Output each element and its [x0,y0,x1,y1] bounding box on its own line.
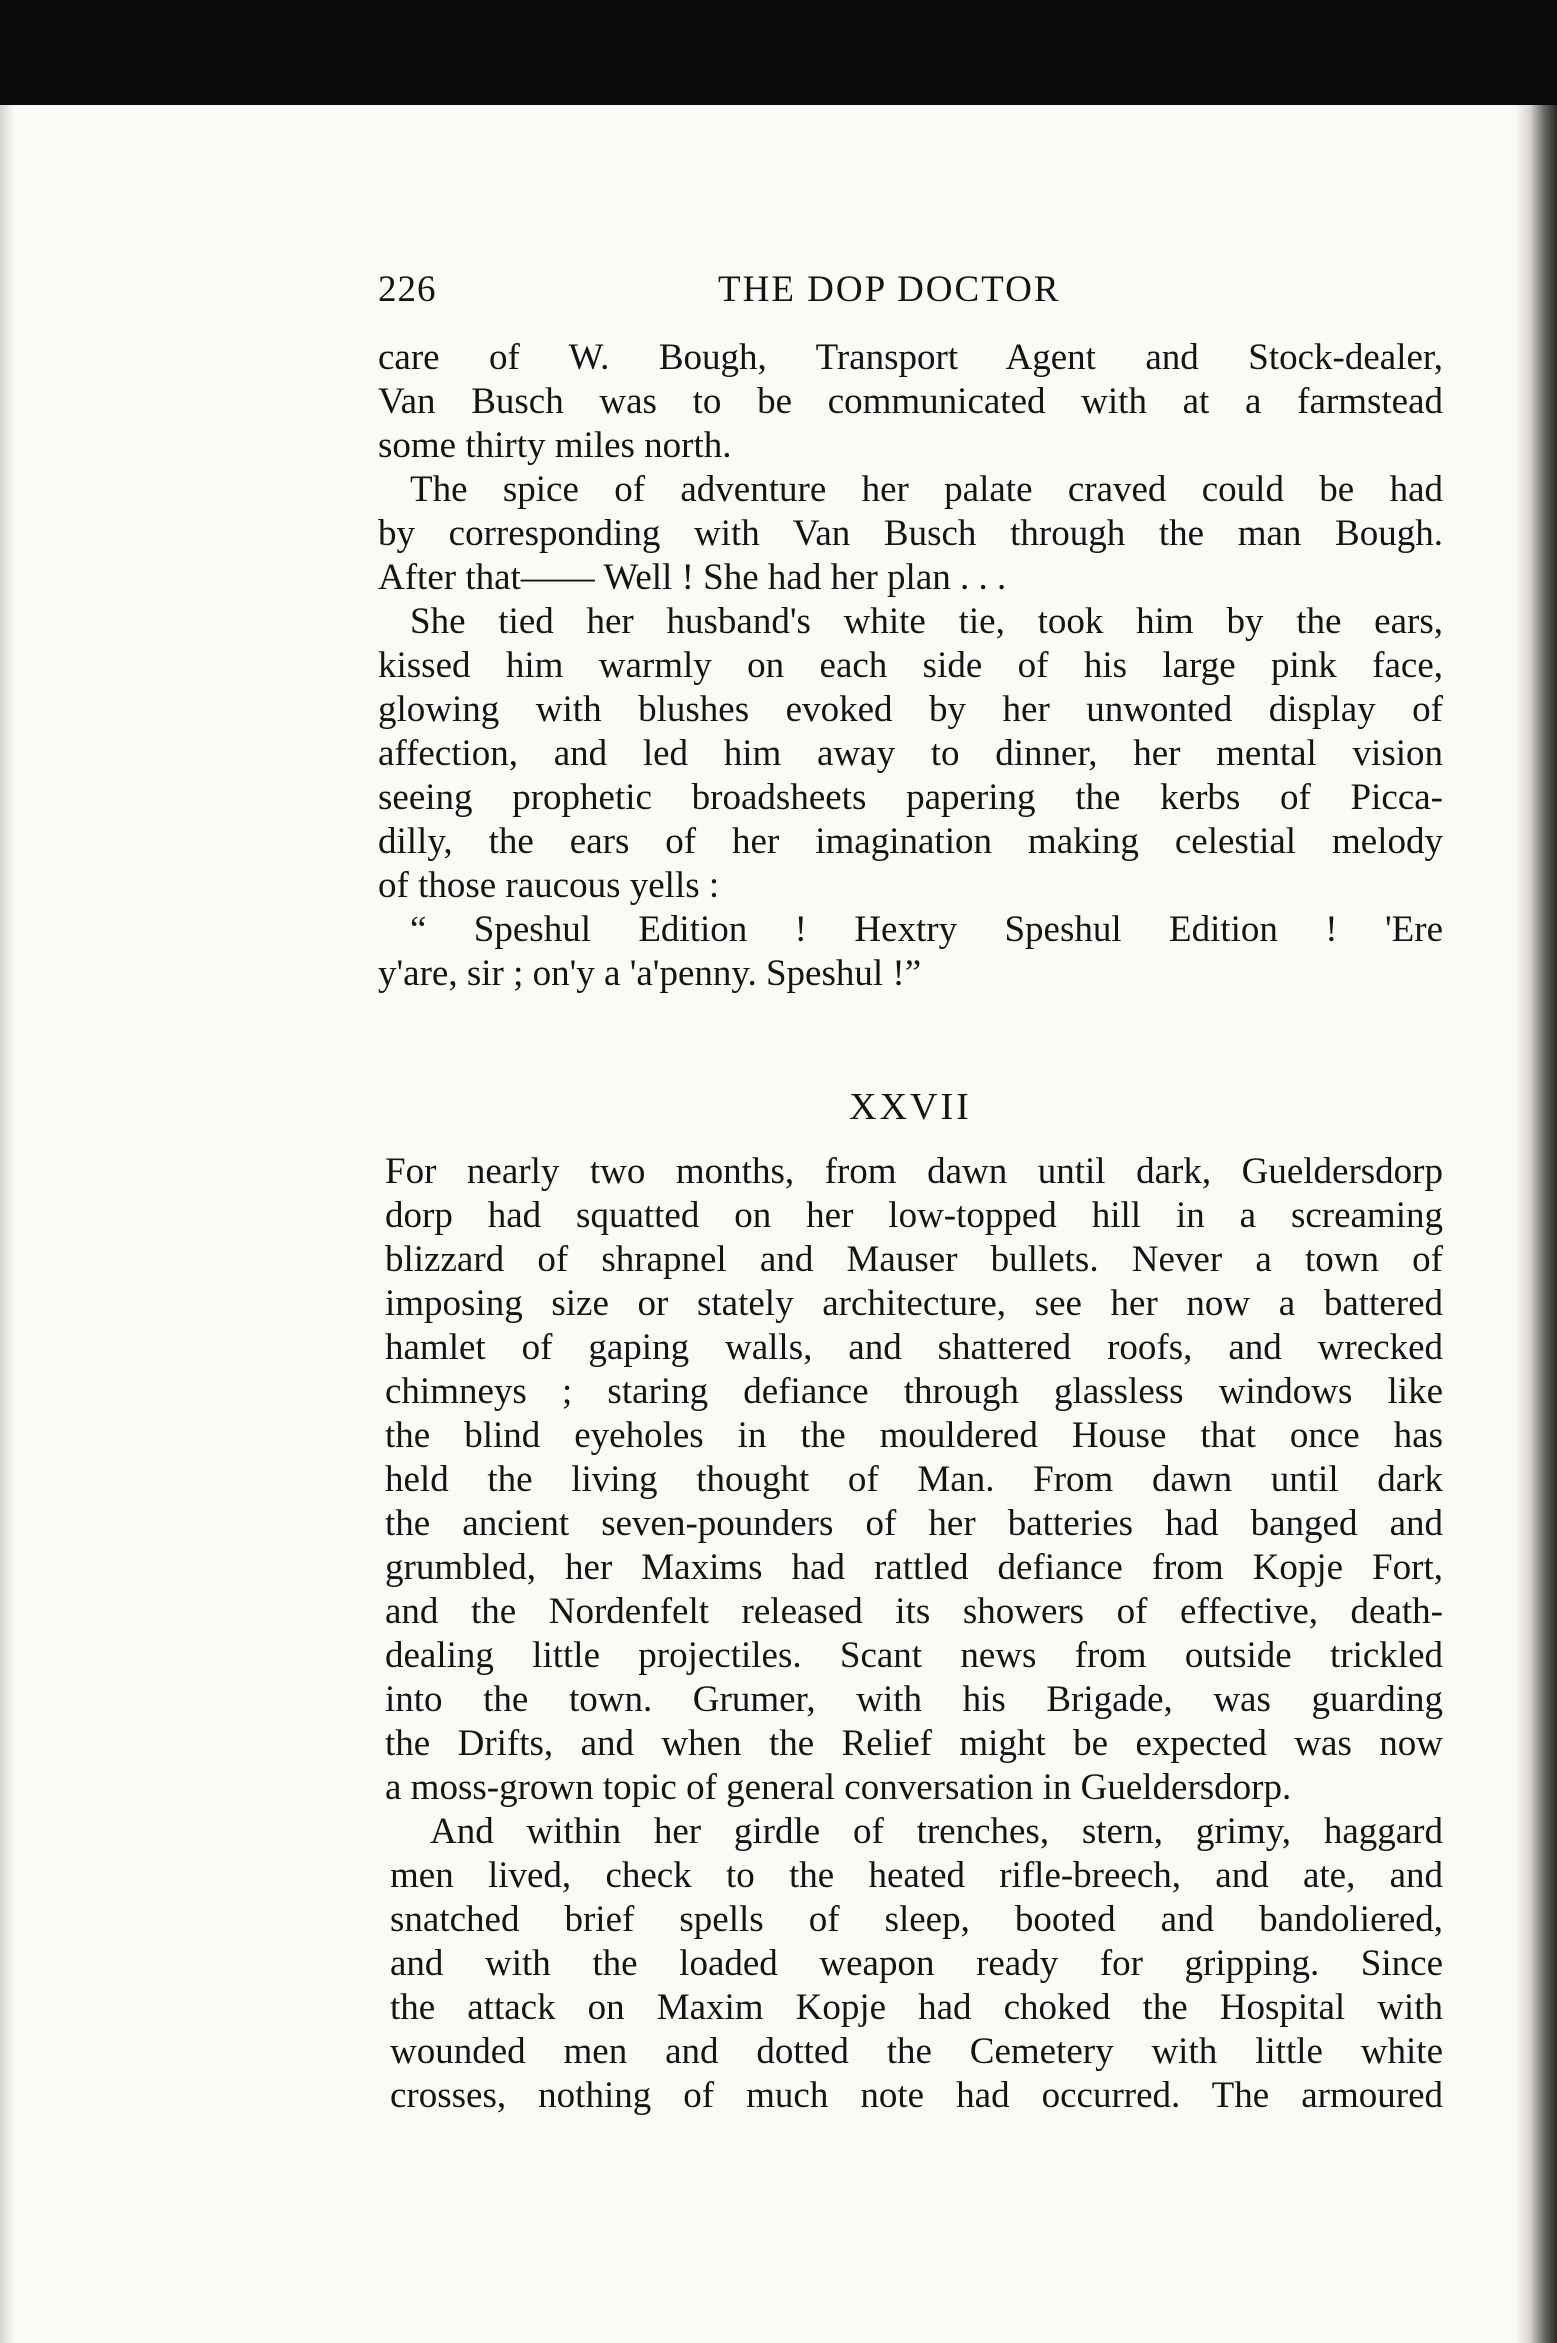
text-line: of those raucous yells : [378,865,720,906]
text-line: hamlet of gaping walls, and shattered roofs, and wrecked [385,1327,1443,1368]
text-line: blizzard of shrapnel and Mauser bullets. Never a town of [385,1239,1443,1280]
page-edge-shadow [1515,105,1557,2343]
text-line: dealing little projectiles. Scant news from outside trickled [385,1635,1443,1676]
page-gutter-shadow [0,105,14,2343]
text-line: care of W. Bough, Transport Agent and Stock-dealer, [378,337,1443,378]
text-line: dorp had squatted on her low-topped hill in a screaming [385,1195,1443,1236]
text-line: wounded men and dotted the Cemetery with little white [390,2031,1443,2072]
text-line: For nearly two months, from dawn until dark, Gueldersdorp [385,1151,1443,1192]
text-line: Van Busch was to be communicated with at a farmstead [378,381,1443,422]
text-line: chimneys ; staring defiance through glassless windows like [385,1371,1443,1412]
scan-top-border [0,0,1557,105]
text-line: She tied her husband's white tie, took him by the ears, [410,601,1443,642]
text-line: snatched brief spells of sleep, booted and bandoliered, [390,1899,1443,1940]
page-header [378,268,1443,318]
text-line: the attack on Maxim Kopje had choked the Hospital with [390,1987,1443,2028]
text-line: kissed him warmly on each side of his large pink face, [378,645,1443,686]
text-line: y'are, sir ; on'y a 'a'penny. Speshul !” [378,953,922,994]
text-line: the ancient seven-pounders of her batteries had banged and [385,1503,1443,1544]
text-line: affection, and led him away to dinner, her mental vision [378,733,1443,774]
text-line: by corresponding with Van Busch through the man Bough. [378,513,1443,554]
text-line: the Drifts, and when the Relief might be expected was now [385,1723,1443,1764]
text-line: dilly, the ears of her imagination making celestial melody [378,821,1443,862]
text-line: “ Speshul Edition ! Hextry Speshul Edition ! 'Ere [410,909,1443,950]
text-line: into the town. Grumer, with his Brigade, was guarding [385,1679,1443,1720]
text-line: And within her girdle of trenches, stern, grimy, haggard [430,1811,1443,1852]
running-title: THE DOP DOCTOR [718,269,1061,310]
text-line: the blind eyeholes in the mouldered House that once has [385,1415,1443,1456]
page-number: 226 [378,269,437,310]
text-line: glowing with blushes evoked by her unwonted display of [378,689,1443,730]
text-line: After that—— Well ! She had her plan . . . [378,557,1007,598]
text-line: grumbled, her Maxims had rattled defiance from Kopje Fort, [385,1547,1443,1588]
chapter-heading: XXVII [849,1086,972,1128]
text-line: and with the loaded weapon ready for gripping. Since [390,1943,1443,1984]
text-line: and the Nordenfelt released its showers of effective, death- [385,1591,1443,1632]
text-line: a moss-grown topic of general conversation in Gueldersdorp. [385,1767,1292,1808]
text-line: men lived, check to the heated rifle-breech, and ate, and [390,1855,1443,1896]
text-line: some thirty miles north. [378,425,732,466]
text-line: crosses, nothing of much note had occurred. The armoured [390,2075,1443,2116]
text-line: held the living thought of Man. From dawn until dark [385,1459,1443,1500]
text-line: imposing size or stately architecture, see her now a battered [385,1283,1443,1324]
text-line: seeing prophetic broadsheets papering the kerbs of Picca- [378,777,1443,818]
text-line: The spice of adventure her palate craved could be had [410,469,1443,510]
